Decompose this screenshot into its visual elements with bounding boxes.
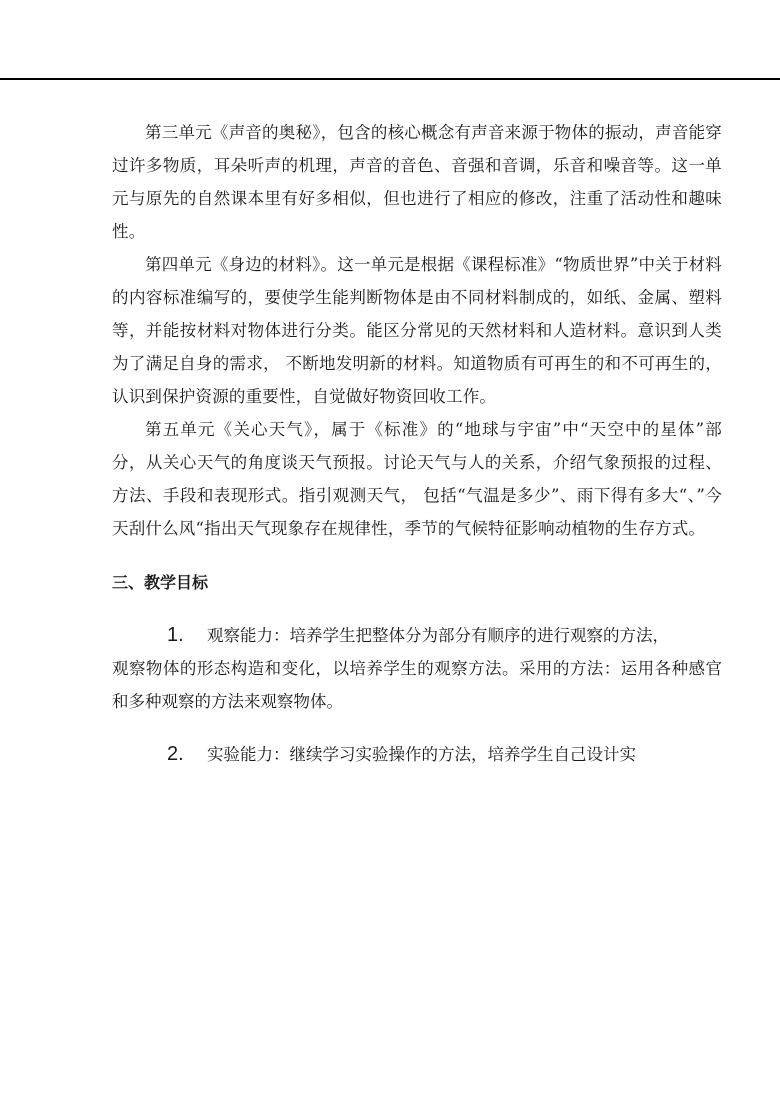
objective-first-text: 实验能力：继续学习实验操作的方法，培养学生自己设计实 [207,745,636,764]
paragraph-unit-3: 第三单元《声音的奥秘》，包含的核心概念有声音来源于物体的振动，声音能穿过许多物质，耳朵听声的机理，声音的音色、音强和音调，乐音和噪音等。这一单元与原先的自然课本里有好多相似，但也进行了相应的修改，注重了活动性和趣味性。 [112,123,722,241]
objective-item [112,619,722,718]
section-heading-teaching-goals: 三、教学目标 [112,573,209,592]
objective-item [112,738,722,771]
paragraph-unit-5: 第五单元《关心天气》，属于《标准》的“地球与宇宙”中“天空中的星体”部分，从关心天气的角度谈天气预报。讨论天气与人的关系，介绍气象预报的过程、方法、手段和表现形式。指引观测天气， 包括“气温是多少”、雨下得有多大“、”今天刮什么风“指出天气现象存在规律性，季节的气候特征影响动植物的生存方式。 [112,420,722,538]
paragraph-unit-4: 第四单元《身边的材料》。这一单元是根据《课程标准》“物质世界”中关于材料的内容标准编写的，要使学生能判断物体是由不同材料制成的，如纸、金属、塑料等，并能按材料对物体进行分类。能区分常见的天然材料和人造材料。意识到人类为了满足自身的需求， 不断地发明新的材料。知道物质有可再生的和不可再生的，认识到保护资源的重要性，自觉做好物资回收工作。 [112,255,722,406]
objective-continuation: 观察物体的形态构造和变化，以培养学生的观察方法。采用的方法：运用各种感官和多种观察的方法来观察物体。 [112,659,722,711]
objective-first-line [112,738,722,771]
document-body [112,116,722,771]
objective-first-text: 观察能力：培养学生把整体分为部分有顺序的进行观察的方法， [207,626,669,645]
objective-first-line [112,619,722,652]
header-rule [0,78,780,80]
objective-number: 2. [167,743,184,765]
objective-number: 1. [167,624,184,646]
